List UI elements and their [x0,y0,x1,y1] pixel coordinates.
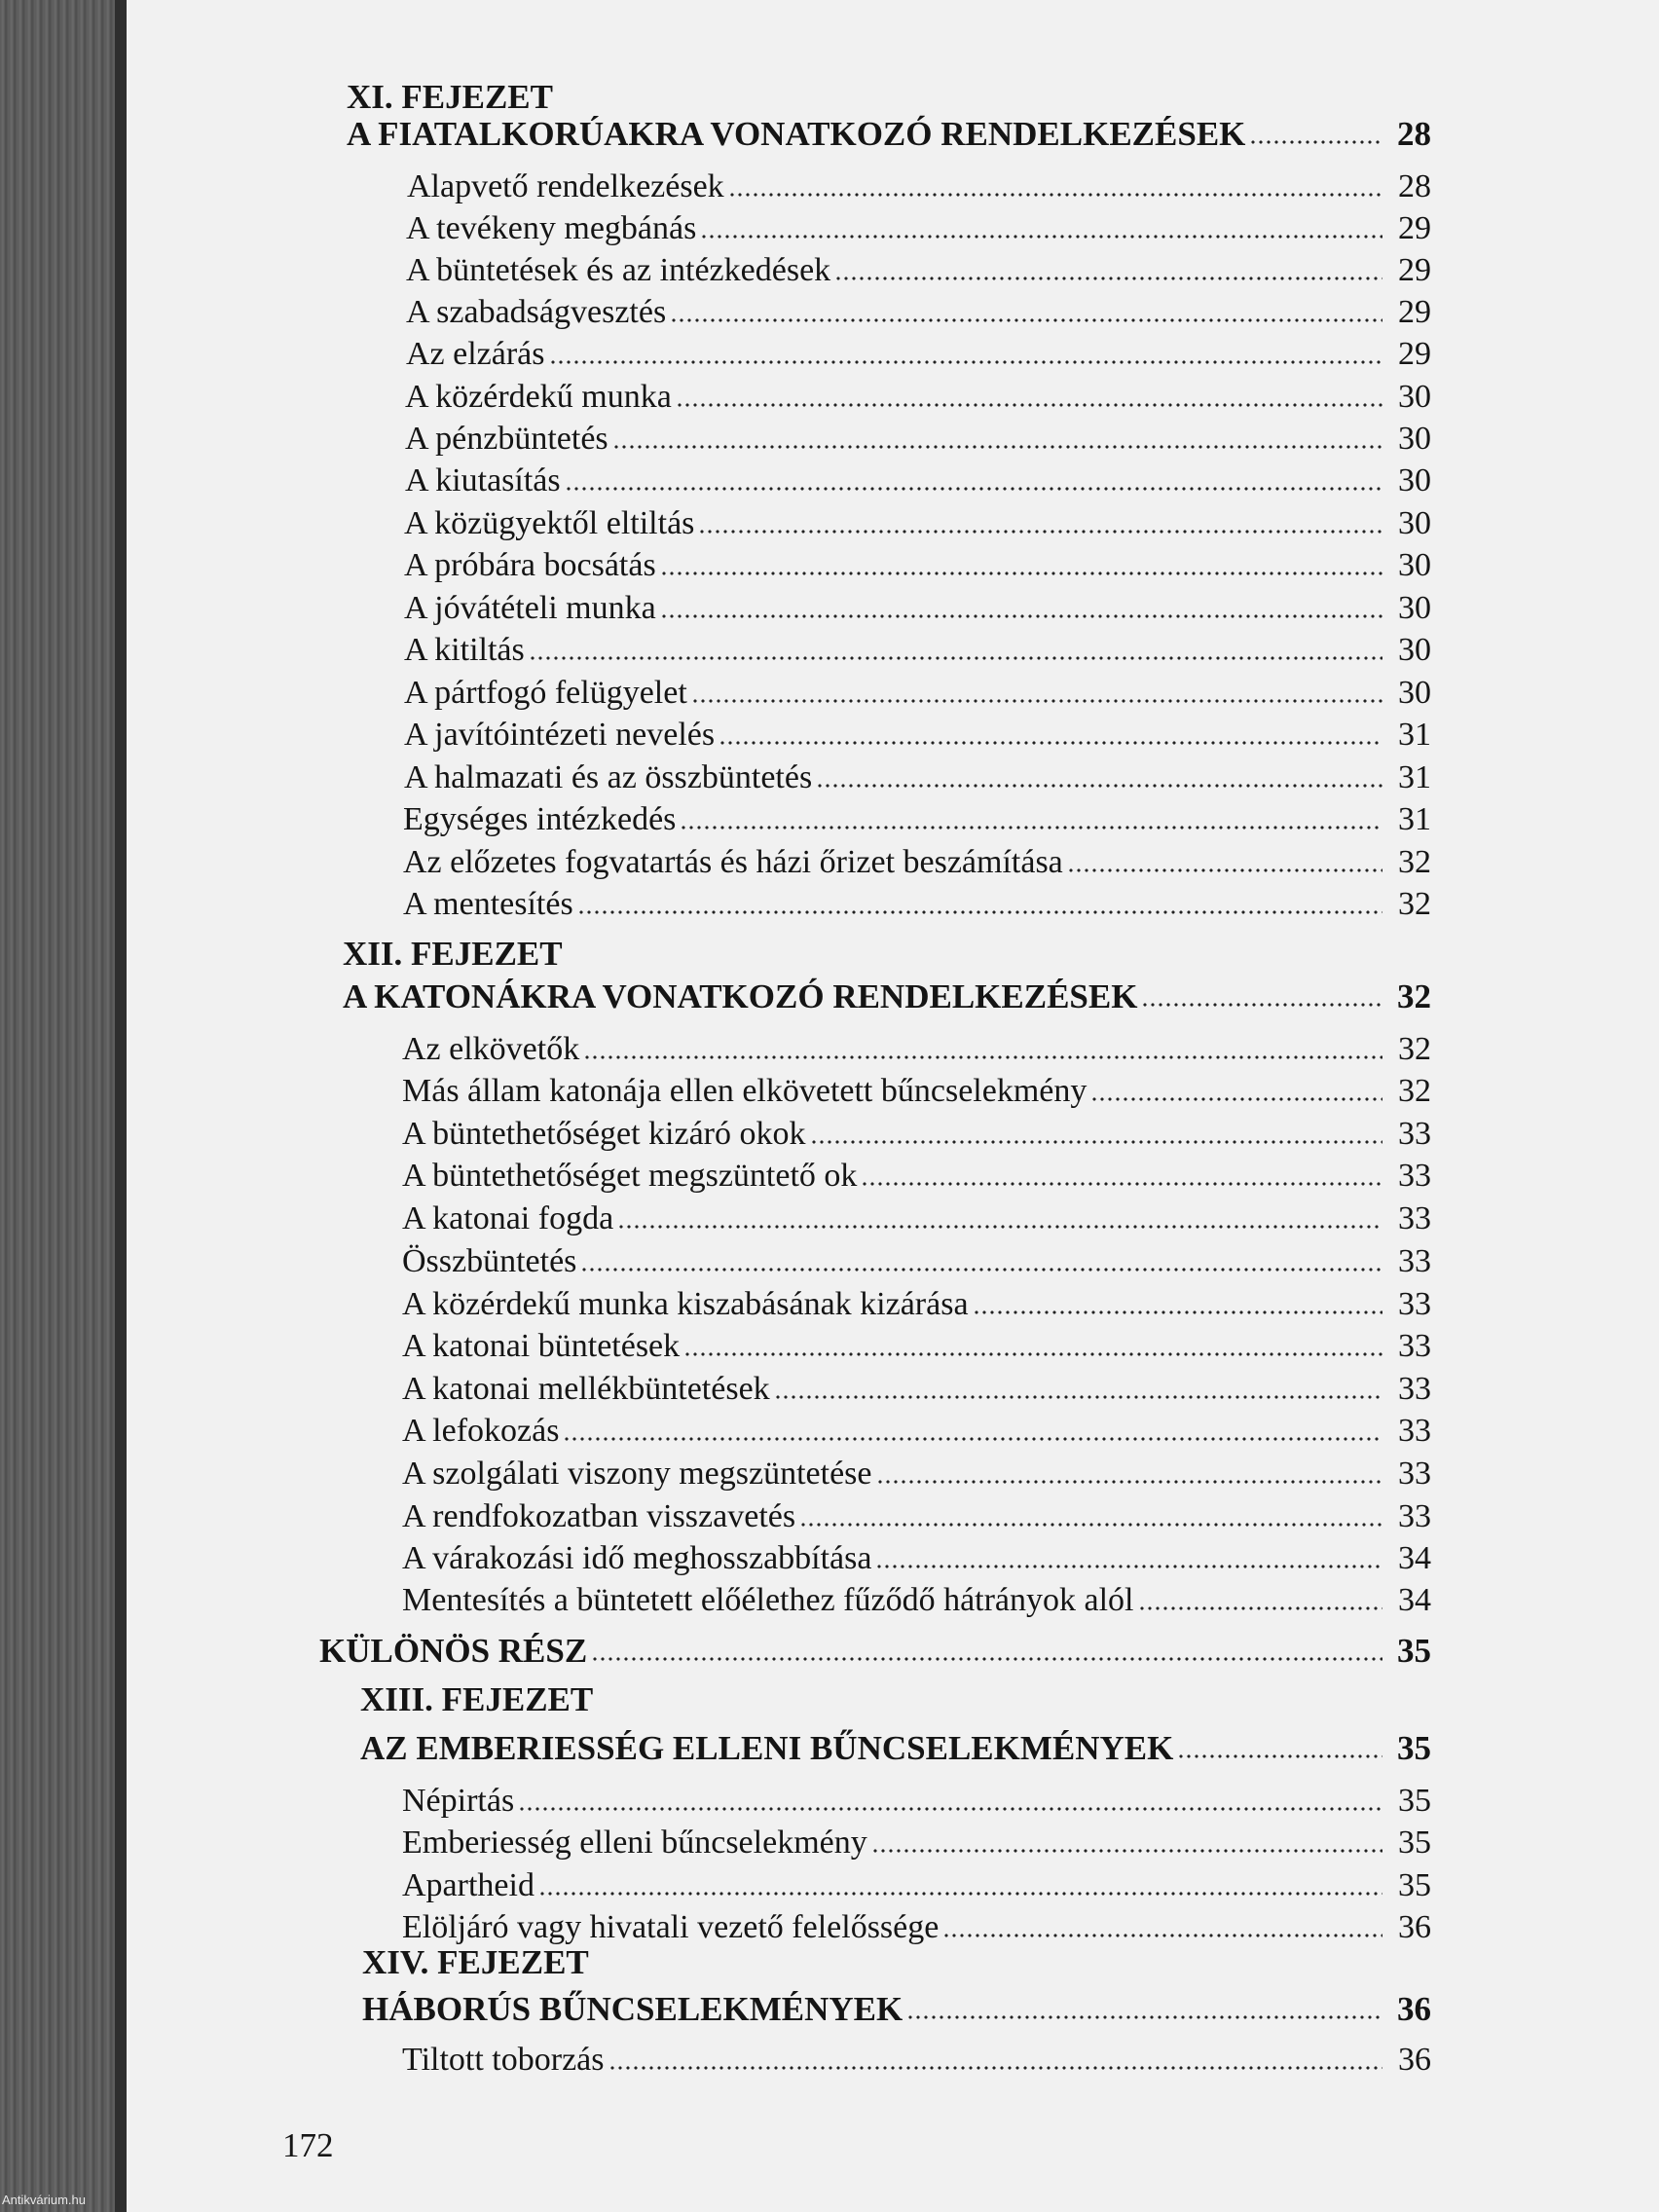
toc-entry[interactable]: A jóvátételi munka 30 [404,590,1431,626]
toc-entry[interactable]: A büntetések és az intézkedések 29 [406,252,1431,288]
toc-entry[interactable]: A kiutasítás 30 [405,462,1431,498]
leader-dots [591,1655,1382,1663]
chapter-14-heading[interactable] [362,1986,1431,2029]
toc-entry[interactable]: A lefokozás 33 [402,1413,1431,1449]
chapter-11-heading[interactable] [347,111,1431,154]
toc-entry[interactable]: Népirtás 35 [402,1783,1431,1819]
toc-entry[interactable]: A halmazati és az összbüntetés 31 [404,759,1431,795]
toc-entry[interactable]: Alapvető rendelkezések 28 [407,168,1431,204]
special-part-page: 35 [1397,1632,1431,1670]
toc-entry[interactable]: A közérdekű munka 30 [405,379,1431,415]
toc-page [127,0,1659,2212]
chapter-13-label: XIII. FEJEZET [360,1680,594,1718]
chapter-14-label: XIV. FEJEZET [362,1943,589,1981]
leader-dots [1249,138,1382,146]
toc-entry[interactable]: Összbüntetés 33 [402,1243,1431,1279]
special-part-title: KÜLÖNÖS RÉSZ [319,1632,588,1670]
leader-dots [906,2013,1382,2021]
toc-entry[interactable]: A tevékeny megbánás 29 [406,210,1431,246]
page-number: 172 [282,2126,334,2164]
toc-entry[interactable]: A pártfogó felügyelet 30 [404,675,1431,711]
toc-entry[interactable]: A próbára bocsátás 30 [404,547,1431,583]
chapter-14-title: HÁBORÚS BŰNCSELEKMÉNYEK [362,1990,903,2028]
toc-entry[interactable]: Elöljáró vagy hivatali vezető felelőssége 36 [402,1909,1431,1945]
toc-entry[interactable]: A mentesítés 32 [403,886,1431,922]
toc-entry[interactable]: Tiltott toborzás 36 [402,2042,1431,2078]
leader-dots [1141,1001,1382,1009]
toc-entry[interactable]: A szabadságvesztés 29 [406,294,1431,330]
toc-entry[interactable]: A büntethetőséget megszüntető ok 33 [402,1158,1431,1194]
chapter-11-title: A FIATALKORÚAKRA VONATKOZÓ RENDELKEZÉSEK [347,115,1246,153]
toc-entry[interactable]: Apartheid 35 [402,1867,1431,1903]
toc-entry[interactable]: Az előzetes fogvatartás és házi őrizet beszámítása 32 [403,844,1431,880]
toc-entry[interactable]: A pénzbüntetés 30 [405,421,1431,457]
leader-dots [1177,1752,1382,1760]
chapter-13-title: AZ EMBERIESSÉG ELLENI BŰNCSELEKMÉNYEK [360,1729,1174,1767]
toc-entry[interactable]: A katonai büntetések 33 [402,1328,1431,1364]
toc-entry[interactable]: A közügyektől eltiltás 30 [404,505,1431,541]
toc-entry[interactable]: A szolgálati viszony megszüntetése 33 [402,1456,1431,1492]
toc-entry[interactable]: Emberiesség elleni bűncselekmény 35 [402,1825,1431,1861]
chapter-14-page: 36 [1397,1990,1431,2028]
toc-entry[interactable]: Az elkövetők 32 [402,1031,1431,1067]
chapter-12-title: A KATONÁKRA VONATKOZÓ RENDELKEZÉSEK [343,977,1138,1015]
book-spine [0,0,127,2212]
toc-entry[interactable]: A közérdekű munka kiszabásának kizárása 33 [402,1286,1431,1322]
watermark: Antikvárium.hu [2,2193,86,2207]
chapter-13-page: 35 [1397,1729,1431,1767]
chapter-13-heading[interactable] [360,1725,1431,1768]
chapter-11-label: XI. FEJEZET [347,78,553,116]
toc-entry[interactable]: A kitiltás 30 [404,632,1431,668]
toc-entry[interactable]: A katonai fogda 33 [402,1200,1431,1236]
chapter-12-label: XII. FEJEZET [343,935,563,973]
toc-entry[interactable]: A büntethetőséget kizáró okok 33 [402,1116,1431,1152]
toc-entry[interactable]: A javítóintézeti nevelés 31 [404,717,1431,753]
chapter-11-page: 28 [1397,115,1431,153]
toc-entry[interactable]: Egységes intézkedés 31 [403,801,1431,837]
chapter-12-page: 32 [1397,977,1431,1015]
toc-entry[interactable]: Mentesítés a büntetett előélethez fűződő hátrányok alól 34 [402,1582,1431,1618]
toc-entry[interactable]: A várakozási idő meghosszabbítása 34 [402,1540,1431,1576]
toc-entry[interactable]: A katonai mellékbüntetések 33 [402,1371,1431,1407]
toc-entry[interactable]: A rendfokozatban visszavetés 33 [402,1498,1431,1534]
toc-entry[interactable]: Más állam katonája ellen elkövetett bűncselekmény 32 [402,1073,1431,1109]
toc-entry[interactable]: Az elzárás 29 [406,336,1431,372]
chapter-12-heading[interactable] [343,974,1431,1016]
special-part-heading[interactable] [319,1628,1431,1671]
